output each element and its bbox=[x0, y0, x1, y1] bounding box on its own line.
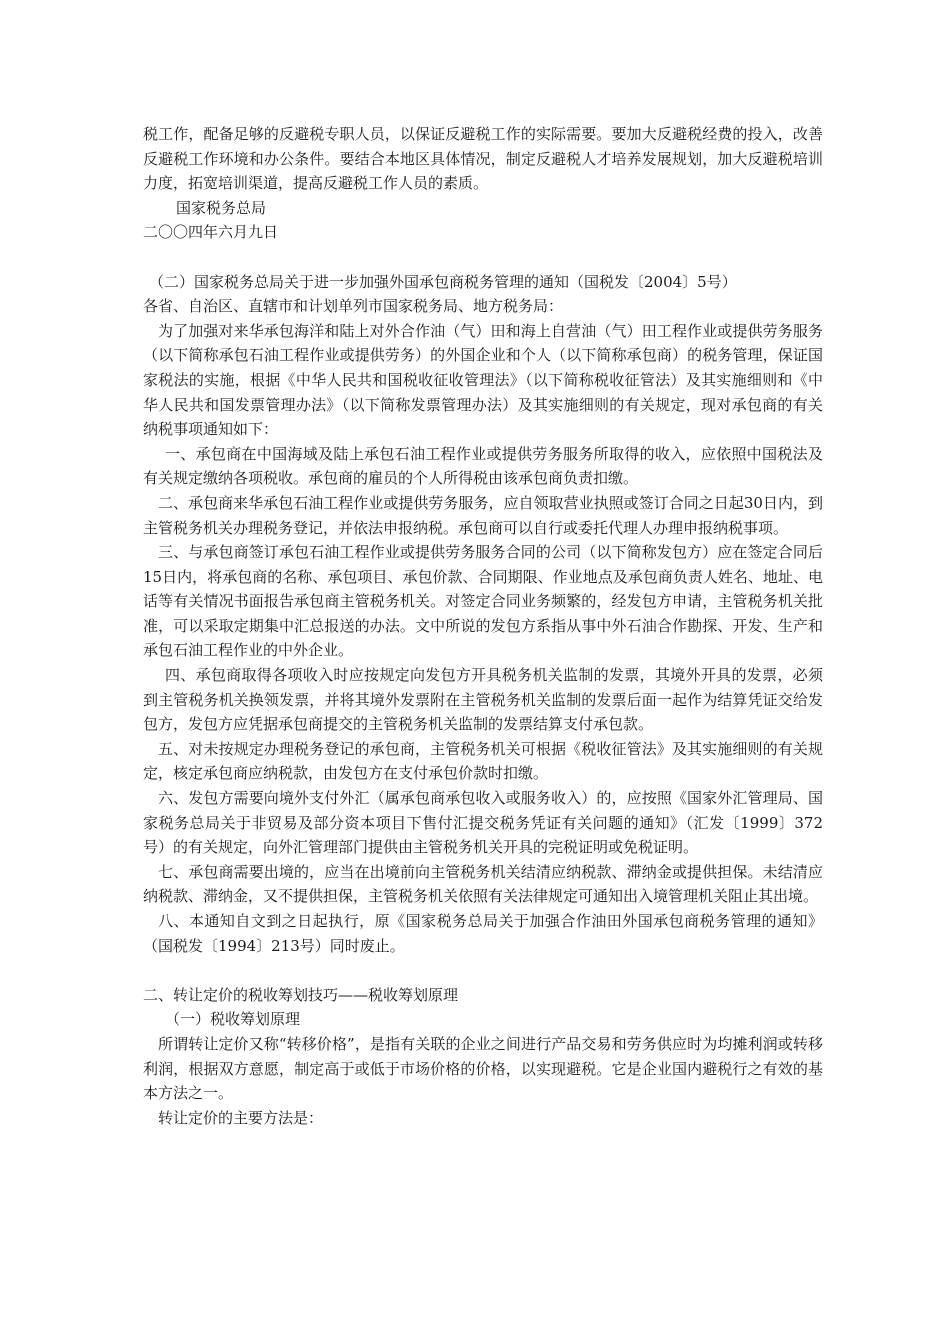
notice-item-2: 二、承包商来华承包石油工程作业或提供劳务服务，应自领取营业执照或签订合同之日起30日内，到主管税务机关办理税务登记，并依法申报纳税。承包商可以自行或委托代理人办理申报纳税事项。 bbox=[143, 493, 823, 537]
notice-item-3: 三、与承包商签订承包石油工程作业或提供劳务服务合同的公司（以下简称发包方）应在签定合同后15日内，将承包商的名称、承包项目、承包价款、合同期限、作业地点及承包商负责人姓名、地址、电话等有关情况书面报告承包商主管税务机关。对签定合同业务频繁的，经发包方申请，主管税务机关批准，可以采取定期集中汇总报送的办法。文中所说的发包方系指从事中外石油合作勘探、开发、生产和承包石油工程作业的中外企业。 bbox=[143, 543, 823, 660]
notice-addressee: 各省、自治区、直辖市和计划单列市国家税务局、地方税务局： bbox=[143, 297, 564, 316]
notice-preamble: 为了加强对来华承包海洋和陆上对外合作油（气）田和海上自营油（气）田工程作业或提供劳务服务（以下简称承包石油工程作业或提供劳务）的外国企业和个人（以下简称承包商）的税务管理，保证国家税法的实施，根据《中华人民共和国税收征收管理法》（以下简称税收征管法）及其实施细则和《中华人民共和国发票管理办法》（以下简称发票管理办法）及其实施细则的有关规定，现对承包商的有关纳税事项通知如下： bbox=[143, 321, 823, 439]
notice-item-5: 五、对未按规定办理税务登记的承包商，主管税务机关可根据《税收征管法》及其实施细则的有关规定，核定承包商应纳税款，由发包方在支付承包价款时扣缴。 bbox=[143, 739, 823, 783]
notice-item-6: 六、发包方需要向境外支付外汇（属承包商承包收入或服务收入）的，应按照《国家外汇管理局、国家税务总局关于非贸易及部分资本项目下售付汇提交税务凭证有关问题的通知》（汇发〔1999〕372号）的有关规定，向外汇管理部门提供由主管税务机关开具的完税证明或免税证明。 bbox=[143, 789, 823, 857]
document-page bbox=[143, 122, 823, 1130]
signature-authority: 国家税务总局 bbox=[176, 198, 267, 217]
notice-item-8: 八、本通知自文到之日起执行，原《国家税务总局关于加强合作油田外国承包商税务管理的通知》（国税发〔1994〕213号）同时废止。 bbox=[143, 912, 823, 955]
paragraph-anti-avoidance-staffing: 税工作，配备足够的反避税专职人员，以保证反避税工作的实际需要。要加大反避税经费的投入，改善反避税工作环境和办公条件。要结合本地区具体情况，制定反避税人才培养发展规划，加大反避税培训力度，拓宽培训渠道，提高反避税工作人员的素质。 bbox=[143, 125, 823, 193]
notice-item-7: 七、承包商需要出境的，应当在出境前向主管税务机关结清应纳税款、滞纳金或提供担保。未结清应纳税款、滞纳金，又不提供担保，主管税务机关依照有关法律规定可通知出入境管理机关阻止其出境。 bbox=[143, 862, 823, 906]
section-heading: 二、转让定价的税收筹划技巧——税收筹划原理 bbox=[143, 985, 459, 1004]
notice-title: （二）国家税务总局关于进一步加强外国承包商税务管理的通知（国税发〔2004〕5号） bbox=[149, 272, 737, 291]
signature-date: 二〇〇四年六月九日 bbox=[143, 223, 279, 242]
paragraph-transfer-pricing-definition: 所谓转让定价又称“转移价格”，是指有关联的企业之间进行产品交易和劳务供应时为均摊利润或转移利润，根据双方意愿，制定高于或低于市场价格的价格，以实现避税。它是企业国内避税行之有效的基本方法之一。 bbox=[143, 1034, 823, 1103]
notice-item-4: 四、承包商取得各项收入时应按规定向发包方开具税务机关监制的发票，其境外开具的发票，必须到主管税务机关换领发票，并将其境外发票附在主管税务机关监制的发票后面一起作为结算凭证交给发包方，发包方应凭据承包商提交的主管税务机关监制的发票结算支付承包款。 bbox=[143, 666, 823, 734]
subsection-heading: （一）税收筹划原理 bbox=[165, 1010, 301, 1029]
blank-line bbox=[143, 958, 823, 983]
paragraph-transfer-pricing-methods: 转让定价的主要方法是： bbox=[158, 1108, 324, 1127]
notice-item-1: 一、承包商在中国海域及陆上承包石油工程作业或提供劳务服务所取得的收入，应依照中国税法及有关规定缴纳各项税收。承包商的雇员的个人所得税由该承包商负责扣缴。 bbox=[143, 444, 823, 488]
blank-line bbox=[143, 245, 823, 270]
